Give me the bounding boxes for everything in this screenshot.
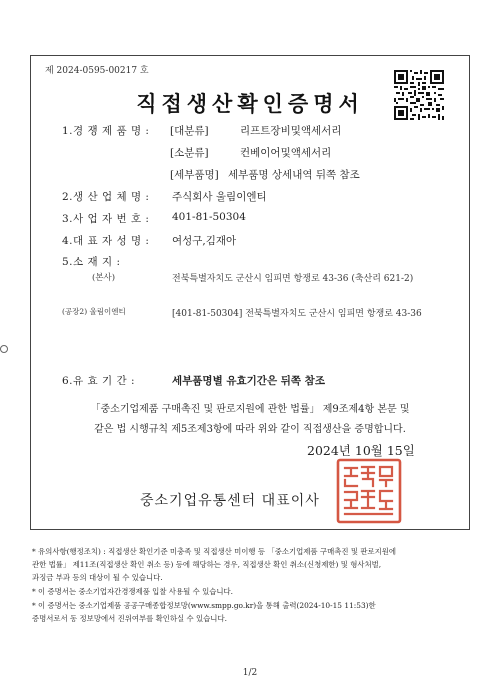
page-number: 1/2 [242,668,258,678]
detail-category-value: 세부품명 상세내역 뒤쪽 참조 [228,169,360,181]
note-line: * 이 증명서는 중소기업자간경쟁제품 입찰 사용될 수 있습니다. [32,587,233,596]
factory-label: (공장2) 울림이엔티 [62,307,126,316]
factory-address: [401-81-50304] 전북특별자치도 군산시 임피면 항쟁로 43-36 [172,309,422,319]
note-line: 증명서로서 동 정보망에서 진위여부를 확인하실 수 있습니다. [32,614,227,623]
ceo-name-value: 여성구,김재아 [172,235,237,247]
page-title: 직접생산확인증명서 [136,91,364,116]
note-line: 관한 법률」 제11조(직접생산 확인 취소 등) 등에 해당하는 경우, 직접생산 확인 취소(신청제한) 및 형사처벌, [32,560,382,569]
binding-hole-mark [0,345,8,353]
detail-category-tag: [세부품명] [170,169,219,181]
business-number-value: 401-81-50304 [172,211,246,223]
company-name-value: 주식회사 울림이엔티 [172,191,267,203]
issuer-name: 중소기업유통센터 대표이사 [140,493,320,509]
hq-address: 전북특별자치도 군산시 임피면 항쟁로 43-36 (축산리 621-2) [172,274,414,284]
major-category-value: 리프트장비및액세서리 [240,125,342,137]
validity-value: 세부품명별 유효기간은 뒤쪽 참조 [172,375,325,387]
notes-section [32,545,472,655]
company-name-label: 2.생 산 업 체 명 : [62,191,150,203]
note-line: * 이 증명서는 중소기업제품 공공구매종합정보망(www.smpp.go.kr)을 통해 출력(2024-10-15 11:53)한 [32,601,376,610]
issue-date: 2024년 10월 15일 [307,443,415,458]
major-category-tag: [대분류] [170,125,209,137]
product-name-label: 1.경 쟁 제 품 명 : [62,125,150,137]
location-label: 5.소 재 지 : [62,256,121,268]
qr-code-icon [394,70,444,120]
validity-label: 6.유 효 기 간 : [62,375,135,387]
document-number: 제 2024-0595-00217 호 [45,66,149,76]
business-number-label: 3.사 업 자 번 호 : [62,213,150,225]
hq-label: (본사) [92,273,116,283]
certification-text-line1: 「중소기업제품 구매촉진 및 판로지원에 관한 법률」 제9조제4항 본문 및 [90,404,410,415]
note-line: * 유의사항(행정조치) : 직접생산 확인기준 미충족 및 직접생산 미이행 등 「중소기업제품 구매촉진 및 판로지원에 [32,547,397,556]
note-line: 과징금 부과 등의 대상이 될 수 있습니다. [32,573,163,582]
minor-category-tag: [소분류] [170,147,209,159]
minor-category-value: 컨베이어및액세서리 [240,147,332,159]
official-seal-icon [335,457,403,525]
certification-text-line2: 같은 법 시행규칙 제5조제3항에 따라 위와 같이 직접생산을 증명합니다. [94,424,406,435]
ceo-name-label: 4.대 표 자 성 명 : [62,235,150,247]
